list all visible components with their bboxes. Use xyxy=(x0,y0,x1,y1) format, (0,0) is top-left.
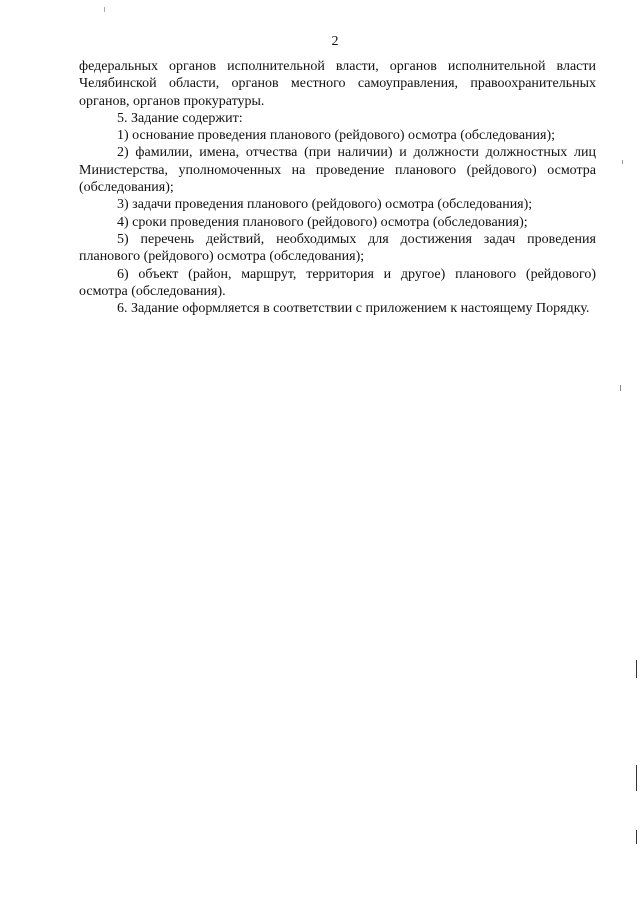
scan-artifact xyxy=(620,385,621,391)
scan-artifact xyxy=(636,830,637,844)
paragraph-item-5: 5. Задание содержит: xyxy=(117,110,243,126)
document-body xyxy=(79,58,596,317)
page-number: 2 xyxy=(331,34,339,49)
paragraph-continuation: федеральных органов исполнительной власти, органов исполнительной власти Челябинской области, органов местного самоуправления, правоохранительных органов, органов прокуратуры. xyxy=(79,59,596,109)
paragraph-subitem-3: 3) задачи проведения планового (рейдового) осмотра (обследования); xyxy=(117,197,533,213)
paragraph-subitem-1: 1) основание проведения планового (рейдового) осмотра (обследования); xyxy=(117,128,556,144)
paragraph-subitem-2: 2) фамилии, имена, отчества (при наличии) и должности должностных лиц Министерства, уполномоченных на проведение планового (рейдового) осмотра (обследования); xyxy=(79,145,596,196)
paragraph-subitem-6: 6) объект (район, маршрут, территория и другое) планового (рейдового) осмотра (обследования). xyxy=(79,266,596,299)
paragraph-item-6: 6. Задание оформляется в соответствии с приложением к настоящему Порядку. xyxy=(117,301,590,317)
scan-artifact xyxy=(622,160,623,164)
scan-artifact xyxy=(636,660,637,678)
scan-artifact xyxy=(636,765,637,791)
paragraph-subitem-4: 4) сроки проведения планового (рейдового) осмотра (обследования); xyxy=(117,214,528,230)
scan-artifact xyxy=(104,7,105,12)
paragraph-subitem-5: 5) перечень действий, необходимых для достижения задач проведения планового (рейдового) осмотра (обследования); xyxy=(79,231,596,265)
